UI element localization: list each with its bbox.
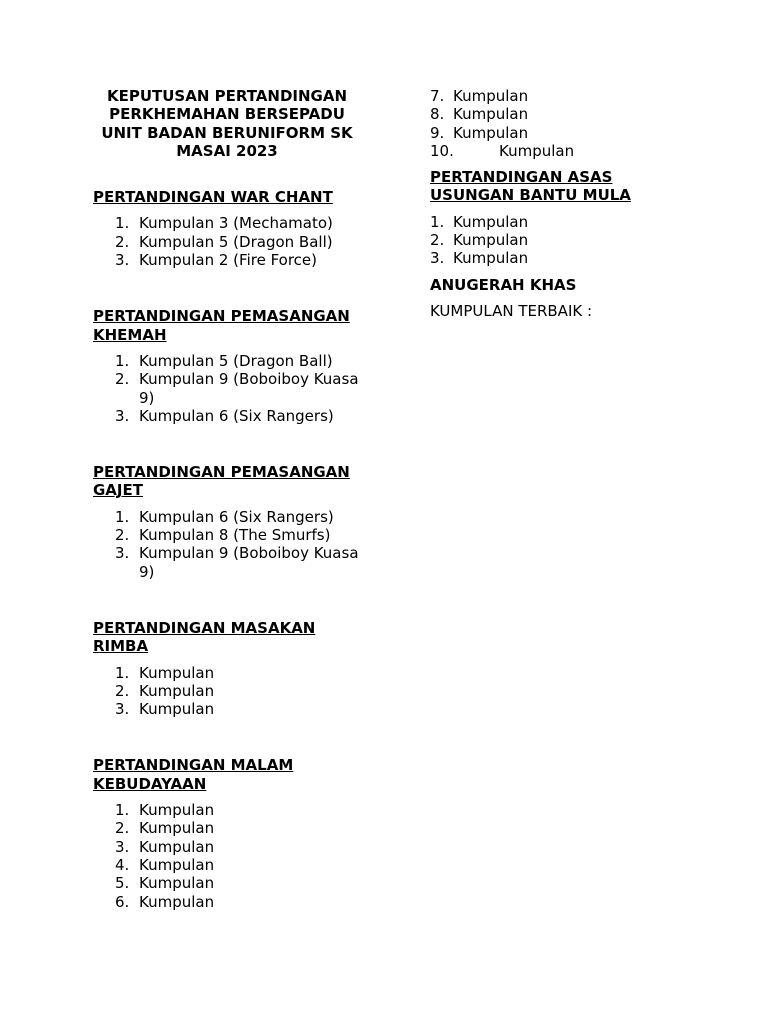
list-item: 4. Kumpulan (115, 855, 215, 874)
section-heading-anugerah-khas: ANUGERAH KHAS (430, 275, 577, 294)
list-item: 3. Kumpulan (115, 700, 215, 719)
list-item: 3. Kumpulan 2 (Fire Force) (115, 251, 318, 270)
list-item: 2. Kumpulan 5 (Dragon Ball) (115, 232, 333, 251)
list-item: 6. Kumpulan (115, 892, 215, 911)
list-item: 1. Kumpulan (115, 663, 215, 682)
section-heading-pemasangan-gajet: PERTANDINGAN PEMASANGAN GAJET (93, 463, 350, 500)
list-item: 1. Kumpulan (430, 212, 529, 231)
list-item: 3. Kumpulan 9 (Boboiboy Kuasa 9) (115, 544, 359, 581)
list-item: 8. Kumpulan (430, 105, 529, 124)
section-heading-masakan-rimba: PERTANDINGAN MASAKAN RIMBA (93, 618, 316, 656)
list-item: 3. Kumpulan (115, 837, 215, 856)
list-item: 1. Kumpulan 5 (Dragon Ball) (115, 351, 333, 370)
results-list-masakan-rimba (93, 664, 361, 719)
list-item: 10. Kumpulan (430, 141, 575, 160)
list-item: 3. Kumpulan (430, 249, 529, 268)
list-item: 2. Kumpulan 8 (The Smurfs) (115, 526, 331, 545)
results-list-pemasangan-khemah (93, 352, 361, 425)
list-item: 2. Kumpulan (115, 819, 215, 838)
results-list-war-chant (93, 214, 361, 269)
left-column (93, 87, 361, 949)
results-list-malam-kebudayaan-continued (430, 87, 680, 160)
list-item: 9. Kumpulan (430, 123, 529, 142)
section-heading-war-chant: PERTANDINGAN WAR CHANT (93, 188, 333, 207)
results-list-pemasangan-gajet (93, 508, 361, 581)
list-item: 3. Kumpulan 6 (Six Rangers) (115, 406, 334, 425)
list-item: 2. Kumpulan (430, 231, 529, 250)
results-list-bantu-mula (430, 213, 680, 268)
section-heading-bantu-mula: PERTANDINGAN ASAS USUNGAN BANTU MULA (430, 168, 631, 205)
list-item: 1. Kumpulan (115, 801, 215, 820)
section-heading-malam-kebudayaan: PERTANDINGAN MALAM KEBUDAYAAN (93, 756, 294, 793)
list-item: 7. Kumpulan (430, 87, 529, 105)
list-item: 1. Kumpulan 6 (Six Rangers) (115, 507, 334, 526)
list-item: 5. Kumpulan (115, 874, 215, 893)
results-list-malam-kebudayaan (93, 801, 361, 911)
right-column (430, 87, 680, 320)
list-item: 2. Kumpulan 9 (Boboiboy Kuasa 9) (115, 370, 359, 407)
best-group-label: KUMPULAN TERBAIK : (430, 301, 593, 320)
list-item: 1. Kumpulan 3 (Mechamato) (115, 214, 333, 233)
section-heading-pemasangan-khemah: PERTANDINGAN PEMASANGAN KHEMAH (93, 307, 350, 344)
list-item: 2. Kumpulan (115, 681, 215, 700)
document-title: KEPUTUSAN PERTANDINGAN PERKHEMAHAN BERSEPADU UNIT BADAN BERUNIFORM SK MASAI 2023 (101, 87, 353, 160)
